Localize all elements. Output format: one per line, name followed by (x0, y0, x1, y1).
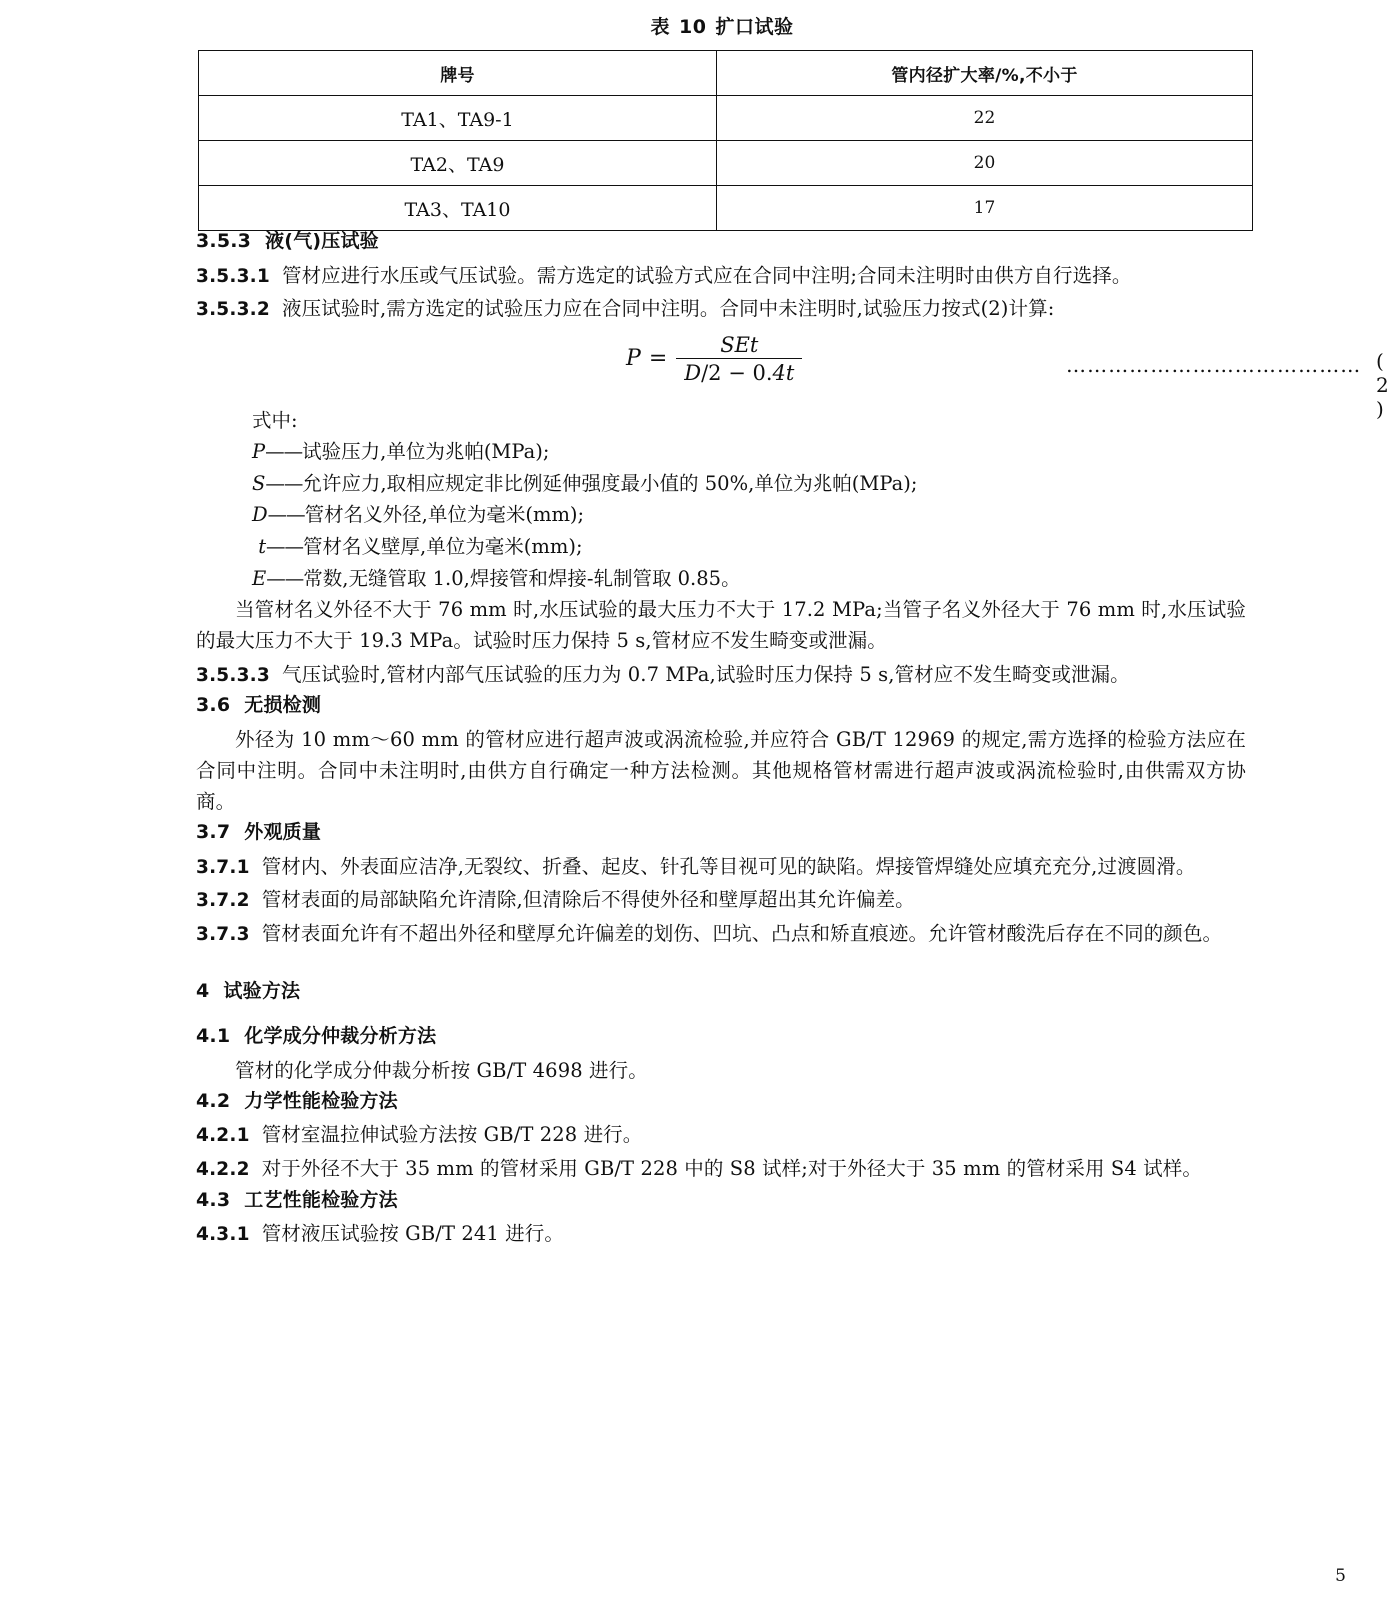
page-number: 5 (1335, 1566, 1346, 1586)
clause-3-5-3-3 (196, 659, 1246, 691)
clause-4-3-1 (196, 1218, 1246, 1250)
where-text-d: 管材名义外径,单位为毫米(mm); (304, 503, 585, 527)
table-caption-number: 10 (679, 16, 707, 38)
where-item (252, 531, 1246, 563)
where-symbol-d: D (252, 503, 268, 527)
heading-4-1-number: 4.1 (196, 1025, 231, 1048)
equation-denominator-d: D (684, 360, 702, 385)
where-dash: —— (265, 471, 303, 495)
table-cell-grade: TA2、TA9 (199, 141, 717, 186)
where-symbol-t: t (258, 535, 267, 559)
heading-4-1-title: 化学成分仲裁分析方法 (244, 1025, 437, 1048)
clause-4-2-2 (196, 1153, 1246, 1185)
heading-4-2 (196, 1088, 1246, 1116)
equation-number: ( 2 ) (1376, 348, 1389, 421)
clause-3-5-3-2 (196, 293, 1246, 325)
equation-fraction (676, 333, 802, 385)
where-symbol-e: E (252, 566, 267, 590)
equation-denominator-mid: /2 − 0. (701, 360, 773, 385)
equation-denominator (676, 359, 802, 385)
heading-3-6 (196, 692, 1246, 720)
clause-3-5-3-2-label: 3.5.3.2 (196, 299, 270, 321)
document-body (196, 228, 1389, 1252)
clause-4-2-2-label: 4.2.2 (196, 1159, 250, 1181)
heading-4 (196, 978, 1246, 1006)
table-cell-grade: TA1、TA9-1 (199, 96, 717, 141)
paragraph-pressure-limits: 当管材名义外径不大于 76 mm 时,水压试验的最大压力不大于 17.2 MPa;当管子名义外径大于 76 mm 时,水压试验的最大压力不大于 19.3 MPa。试验时压力保持 5 s,管材应不发生畸变或泄漏。 (196, 598, 1246, 653)
clause-3-7-2 (196, 884, 1246, 916)
where-clause (252, 405, 1246, 594)
clause-3-5-3-2-text: 液压试验时,需方选定的试验压力应在合同中注明。合同中未注明时,试验压力按式(2)计算: (281, 297, 1055, 321)
equation-equals-sign: = (648, 346, 668, 372)
heading-4-title: 试验方法 (223, 979, 301, 1002)
table-row (199, 96, 1253, 141)
heading-3-7-number: 3.7 (196, 821, 231, 844)
equation-lhs: P (626, 346, 641, 372)
where-text-s: 允许应力,取相应规定非比例延伸强度最小值的 50%,单位为兆帕(MPa); (302, 471, 918, 495)
table-caption-prefix: 表 (650, 16, 671, 38)
where-text-e: 常数,无缝管取 1.0,焊接管和焊接-轧制管取 0.85。 (303, 566, 741, 590)
section-spacer (196, 952, 1246, 978)
where-item (252, 436, 1246, 468)
equation-numerator: SEt (676, 333, 802, 359)
table-cell-value: 20 (717, 141, 1253, 186)
clause-4-2-1-text: 管材室温拉伸试验方法按 GB/T 228 进行。 (261, 1123, 643, 1147)
clause-3-7-3-text: 管材表面允许有不超出外径和壁厚允许偏差的划伤、凹坑、凸点和矫直痕迹。允许管材酸洗后存在不同的颜色。 (261, 922, 1223, 946)
where-item (252, 499, 1246, 531)
where-text-p: 试验压力,单位为兆帕(MPa); (302, 440, 550, 464)
heading-4-number: 4 (196, 979, 210, 1002)
clause-3-7-1-label: 3.7.1 (196, 856, 250, 878)
clause-4-2-1 (196, 1119, 1246, 1151)
clause-3-7-2-label: 3.7.2 (196, 890, 250, 912)
heading-4-2-number: 4.2 (196, 1089, 231, 1112)
clause-3-5-3-1-text: 管材应进行水压或气压试验。需方选定的试验方式应在合同中注明;合同未注明时由供方自行选择。 (281, 263, 1132, 287)
clause-3-7-3 (196, 918, 1246, 950)
heading-4-3 (196, 1187, 1246, 1215)
clause-3-5-3-3-label: 3.5.3.3 (196, 664, 270, 686)
heading-4-1 (196, 1023, 1246, 1051)
clause-3-5-3-1 (196, 260, 1246, 292)
flaring-test-table (198, 50, 1253, 231)
where-item (252, 563, 1246, 595)
where-dash: —— (266, 535, 304, 559)
table-cell-value: 22 (717, 96, 1253, 141)
table-header-row (199, 51, 1253, 96)
heading-3-5-3-title: 液(气)压试验 (265, 230, 379, 252)
heading-4-3-number: 4.3 (196, 1188, 231, 1211)
heading-4-3-title: 工艺性能检验方法 (244, 1188, 398, 1211)
heading-4-2-title: 力学性能检验方法 (244, 1089, 398, 1112)
clause-4-3-1-label: 4.3.1 (196, 1224, 250, 1246)
where-item (252, 468, 1246, 500)
where-symbol-s: S (252, 471, 266, 495)
heading-3-7 (196, 819, 1246, 847)
table-header-expansion-rate: 管内径扩大率/%,不小于 (717, 51, 1253, 96)
table-row (199, 186, 1253, 231)
table-caption-title: 扩口试验 (715, 16, 794, 38)
where-dash: —— (267, 503, 305, 527)
heading-3-6-title: 无损检测 (244, 694, 322, 717)
heading-3-6-number: 3.6 (196, 694, 231, 717)
clause-3-5-3-1-label: 3.5.3.1 (196, 265, 270, 287)
clause-4-2-1-label: 4.2.1 (196, 1125, 250, 1147)
where-dash: —— (265, 440, 303, 464)
where-symbol-p: P (252, 440, 266, 464)
heading-3-5-3 (196, 228, 1246, 256)
paragraph-4-1-body: 管材的化学成分仲裁分析按 GB/T 4698 进行。 (235, 1058, 648, 1082)
section-spacer (196, 1009, 1246, 1023)
table-caption (198, 12, 1246, 39)
heading-3-7-title: 外观质量 (244, 821, 322, 844)
where-text-t: 管材名义壁厚,单位为毫米(mm); (303, 535, 583, 559)
clause-4-3-1-text: 管材液压试验按 GB/T 241 进行。 (261, 1222, 564, 1246)
table-row (199, 141, 1253, 186)
clause-3-7-3-label: 3.7.3 (196, 924, 250, 946)
equation-denominator-t: 4t (772, 360, 795, 385)
table-cell-value: 17 (717, 186, 1253, 231)
table-header-grade: 牌号 (199, 51, 717, 96)
heading-3-5-3-number: 3.5.3 (196, 230, 252, 252)
clause-3-7-1-text: 管材内、外表面应洁净,无裂纹、折叠、起皮、针孔等目视可见的缺陷。焊接管焊缝处应填充充分,过渡圆滑。 (261, 854, 1196, 878)
paragraph-3-6-body: 外径为 10 mm～60 mm 的管材应进行超声波或涡流检验,并应符合 GB/T 12969 的规定,需方选择的检验方法应在合同中注明。合同中未注明时,由供方自行确定一种方法检测。其他规格管材需进行超声波或涡流检验时,由供需双方协商。 (196, 727, 1246, 814)
equation-2 (626, 333, 802, 385)
clause-3-5-3-3-text: 气压试验时,管材内部气压试验的压力为 0.7 MPa,试验时压力保持 5 s,管材应不发生畸变或泄漏。 (281, 662, 1130, 686)
clause-3-7-1 (196, 851, 1246, 883)
clause-3-7-2-text: 管材表面的局部缺陷允许清除,但清除后不得使外径和壁厚超出其允许偏差。 (261, 888, 915, 912)
equation-leader-dots: …………………………………… (1066, 352, 1362, 377)
table-cell-grade: TA3、TA10 (199, 186, 717, 231)
where-dash: —— (266, 566, 304, 590)
clause-4-2-2-text: 对于外径不大于 35 mm 的管材采用 GB/T 228 中的 S8 试样;对于外径大于 35 mm 的管材采用 S4 试样。 (261, 1157, 1202, 1181)
where-intro: 式中: (252, 408, 298, 432)
